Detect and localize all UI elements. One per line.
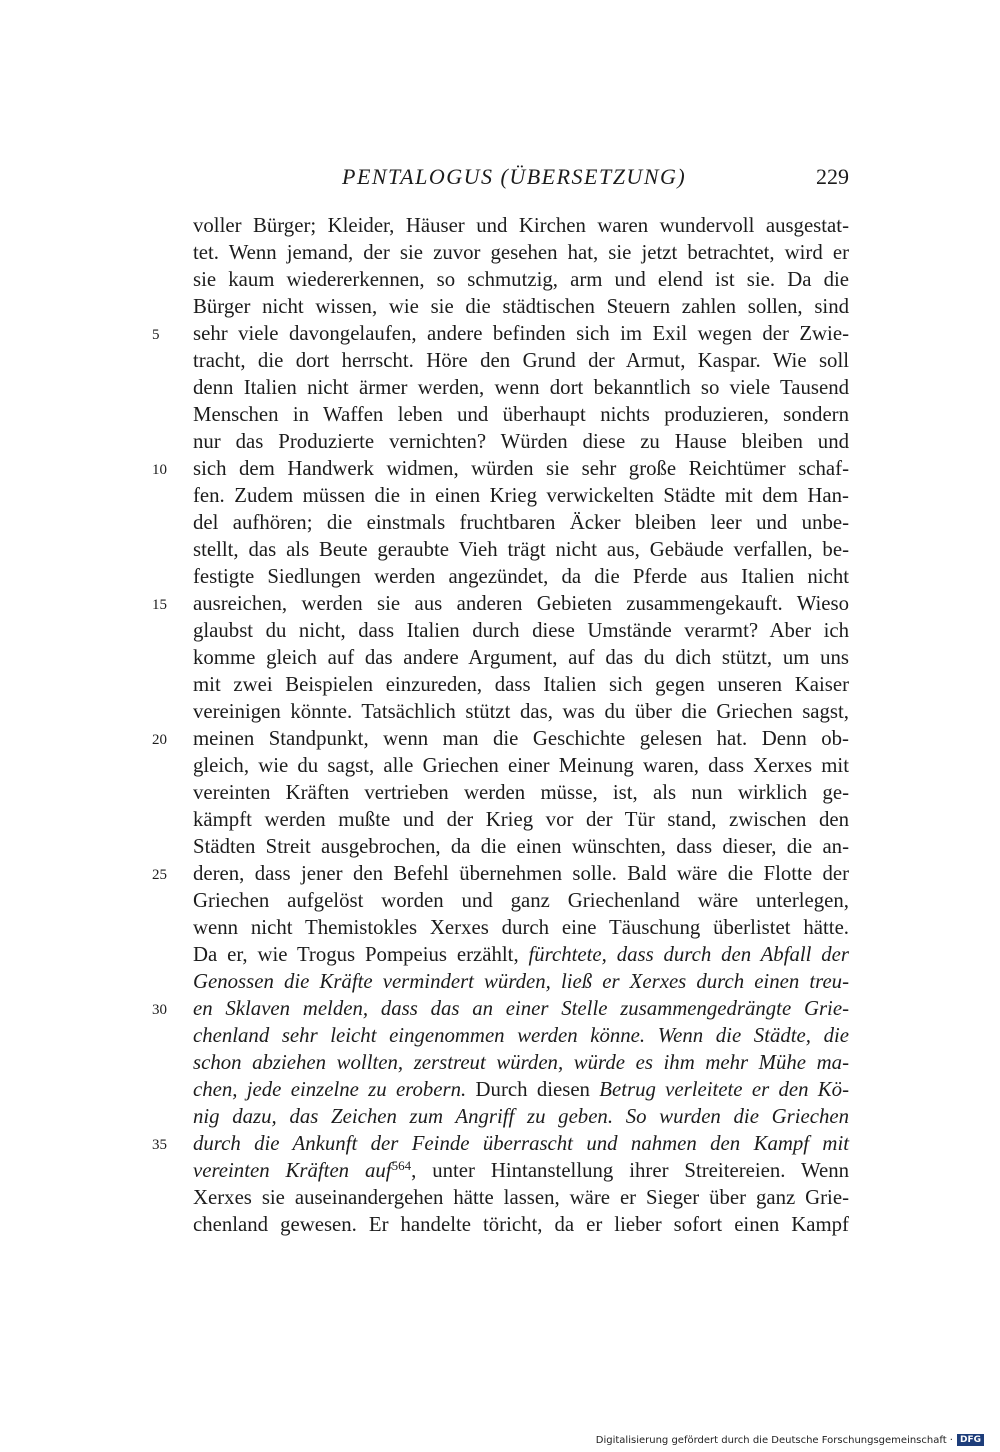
text-line: voller Bürger; Kleider, Häuser und Kirchen waren wundervoll ausgestat- <box>193 214 849 237</box>
text-line: Bürger nicht wissen, wie sie die städtischen Steuern zahlen sollen, sind <box>193 295 849 318</box>
text-line: schon abziehen wollten, zerstreut würden, würde es ihm mehr Mühe ma- <box>193 1051 849 1074</box>
text-line: sie kaum wiedererkennen, so schmutzig, arm und elend ist sie. Da die <box>193 268 849 291</box>
text-line: chenland sehr leicht eingenommen werden könne. Wenn die Städte, die <box>193 1024 849 1047</box>
text-line: sich dem Handwerk widmen, würden sie sehr große Reichtümer schaf- <box>193 457 849 480</box>
text-line: stellt, das als Beute geraubte Vieh trägt nicht aus, Gebäude verfallen, be- <box>193 538 849 561</box>
text-line: nur das Produzierte vernichten? Würden diese zu Hause bleiben und <box>193 430 849 453</box>
line-number: 30 <box>152 1002 167 1018</box>
text-line: chenland gewesen. Er handelte töricht, da er lieber sofort einen Kampf <box>193 1213 849 1236</box>
dfg-logo: DFG <box>957 1434 984 1446</box>
text-line: vereinten Kräften auf$^{564}$, unter Hintanstellung ihrer Streitereien. Wenn <box>193 1158 849 1182</box>
text-line: vereinigen könnte. Tatsächlich stützt das, was du über die Griechen sagst, <box>193 700 849 723</box>
line-number: 5 <box>152 327 160 343</box>
line-number: 10 <box>152 462 167 478</box>
line-number: 20 <box>152 732 167 748</box>
text-line: denn Italien nicht ärmer werden, wenn dort bekanntlich so viele Tausend <box>193 376 849 399</box>
text-line: chen, jede einzelne zu erobern. Durch diesen Betrug verleitete er den Kö- <box>193 1078 850 1101</box>
text-line: Xerxes sie auseinandergehen hätte lassen, wäre er Sieger über ganz Grie- <box>193 1186 849 1209</box>
text-line: wenn nicht Themistokles Xerxes durch eine Täuschung überlistet hätte. <box>193 916 849 939</box>
text-line: tracht, die dort herrscht. Höre den Grund der Armut, Kaspar. Wie soll <box>193 349 849 372</box>
text-line: Menschen in Waffen leben und überhaupt nichts produzieren, sondern <box>193 403 849 426</box>
text-line: Da er, wie Trogus Pompeius erzählt, fürchtete, dass durch den Abfall der <box>193 943 850 966</box>
line-number: 25 <box>152 867 167 883</box>
text-line: meinen Standpunkt, wenn man die Geschichte gelesen hat. Denn ob- <box>193 727 849 750</box>
text-line: gleich, wie du sagst, alle Griechen einer Meinung waren, dass Xerxes mit <box>193 754 849 777</box>
text-line: komme gleich auf das andere Argument, auf das du dich stützt, um uns <box>193 646 849 669</box>
footnote-marker: 564 <box>391 1158 412 1173</box>
text-line: en Sklaven melden, dass das an einer Stelle zusammengedrängte Grie- <box>193 997 849 1020</box>
text-line: nig dazu, das Zeichen zum Angriff zu geben. So wurden die Griechen <box>193 1105 849 1128</box>
text-line: Griechen aufgelöst worden und ganz Griechenland wäre unterlegen, <box>193 889 849 912</box>
text-line: Genossen die Kräfte vermindert würden, ließ er Xerxes durch einen treu- <box>193 970 849 993</box>
text-line: mit zwei Beispielen einzureden, dass Italien sich gegen unseren Kaiser <box>193 673 849 696</box>
text-line: Städten Streit ausgebrochen, da die einen wünschten, dass dieser, die an- <box>193 835 849 858</box>
text-line: vereinten Kräften vertrieben werden müsse, ist, als nun wirklich ge- <box>193 781 849 804</box>
page-number: 229 <box>816 164 849 189</box>
line-number: 35 <box>152 1137 167 1153</box>
text-line: durch die Ankunft der Feinde überrascht und nahmen den Kampf mit <box>193 1132 849 1155</box>
line-number: 15 <box>152 597 167 613</box>
text-line: festigte Siedlungen werden angezündet, da die Pferde aus Italien nicht <box>193 565 849 588</box>
text-line: fen. Zudem müssen die in einen Krieg verwickelten Städte mit dem Han- <box>193 484 849 507</box>
text-line: kämpft werden mußte und der Krieg vor der Tür stand, zwischen den <box>193 808 849 831</box>
text-line: glaubst du nicht, dass Italien durch diese Umstände verarmt? Aber ich <box>193 619 849 642</box>
text-line: ausreichen, werden sie aus anderen Gebieten zusammengekauft. Wieso <box>193 592 849 615</box>
running-title: PENTALOGUS (ÜBERSETZUNG) <box>342 164 687 189</box>
funding-note: Digitalisierung gefördert durch die Deutsche Forschungsgemeinschaft · <box>595 1434 953 1446</box>
text-line: del aufhören; die einstmals fruchtbaren Äcker bleiben leer und unbe- <box>193 511 849 534</box>
text-line: sehr viele davongelaufen, andere befinden sich im Exil wegen der Zwie- <box>193 322 849 345</box>
text-line: tet. Wenn jemand, der sie zuvor gesehen hat, sie jetzt betrachtet, wird er <box>193 241 849 264</box>
digitization-footer <box>596 1434 984 1446</box>
text-line: deren, dass jener den Befehl übernehmen solle. Bald wäre die Flotte der <box>193 862 849 885</box>
